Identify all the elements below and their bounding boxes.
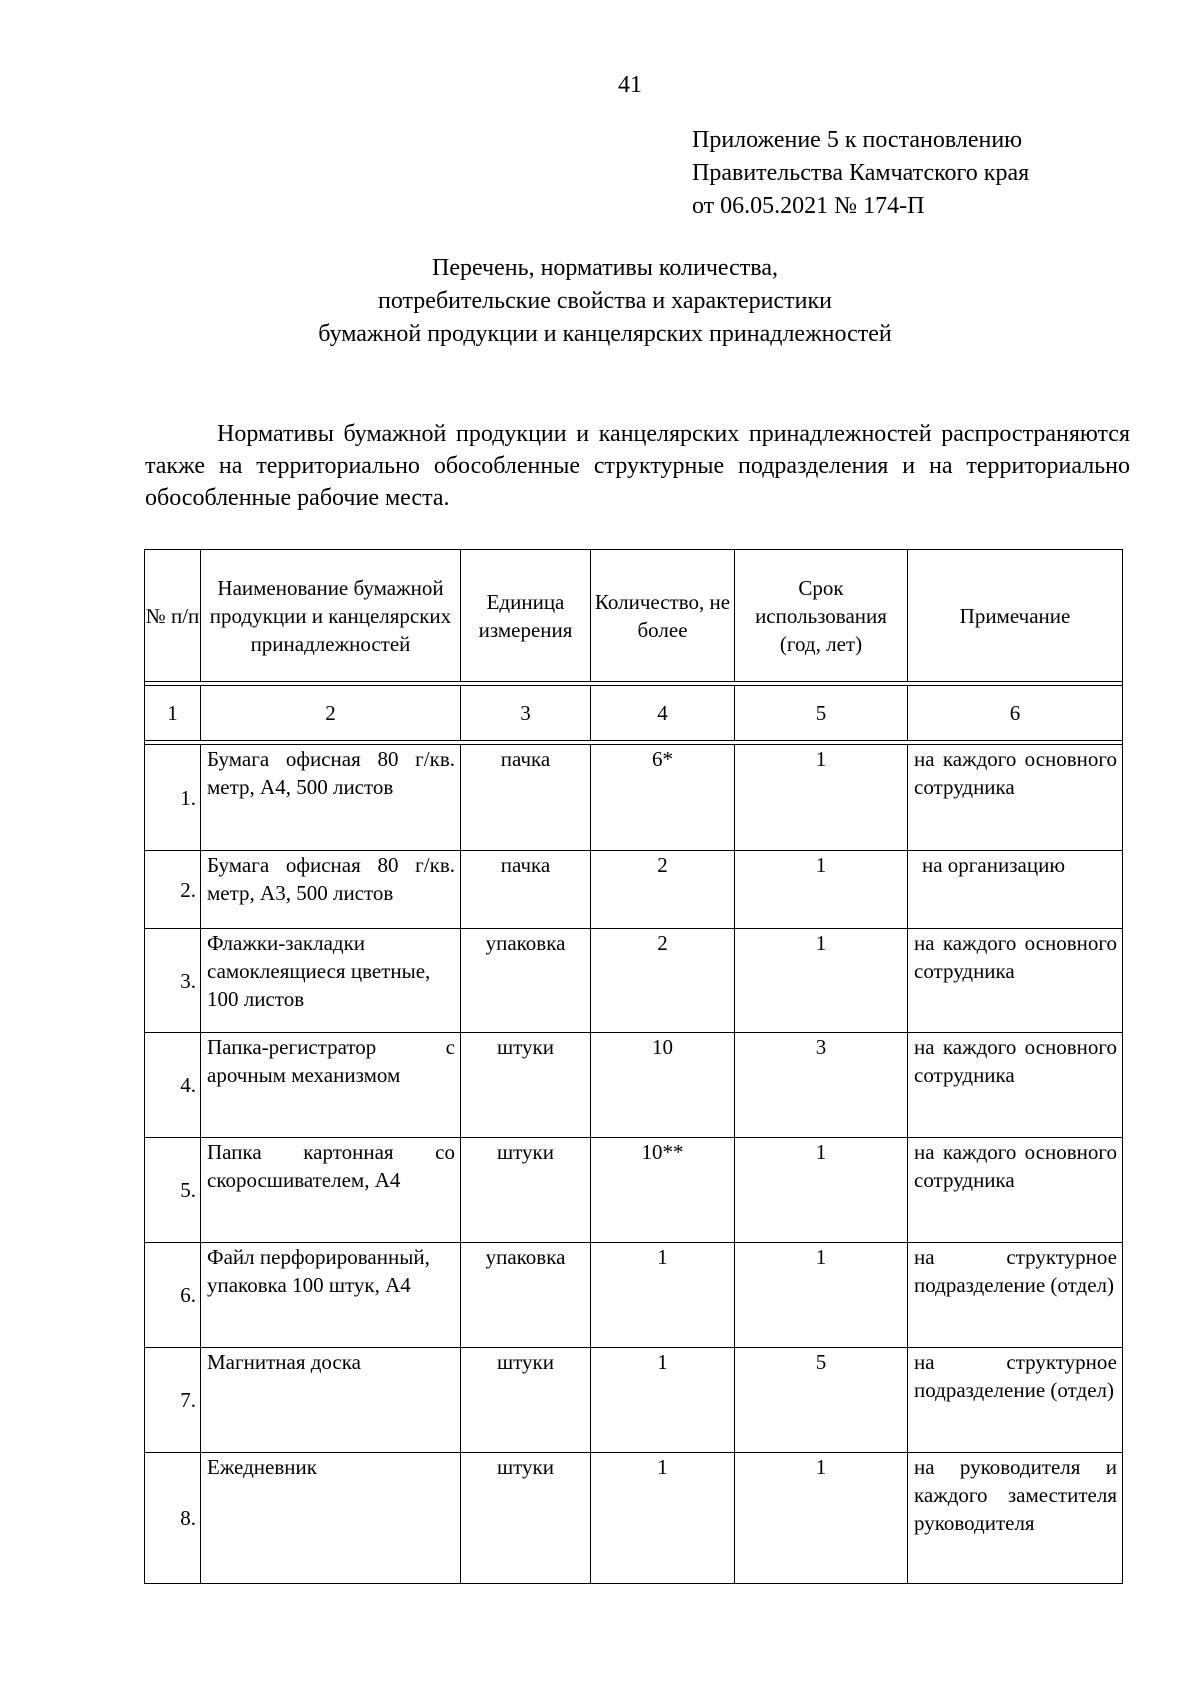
item-quantity: 1 <box>591 1243 735 1348</box>
item-unit: штуки <box>461 1033 591 1138</box>
item-term: 1 <box>735 745 908 851</box>
item-unit: упаковка <box>461 1243 591 1348</box>
item-note: на каждого основного сотрудника <box>908 929 1123 1033</box>
table-row <box>145 745 1123 851</box>
item-name: Магнитная доска <box>201 1348 461 1453</box>
table-header-row <box>145 550 1123 682</box>
item-quantity: 6* <box>591 745 735 851</box>
page-number: 41 <box>618 72 642 98</box>
item-unit: пачка <box>461 851 591 929</box>
item-name: Папка картонная со скоросшивателем, А4 <box>201 1138 461 1243</box>
item-term: 1 <box>735 929 908 1033</box>
item-name: Файл перфорированный, упаковка 100 штук, А4 <box>201 1243 461 1348</box>
row-number: 8. <box>145 1453 201 1584</box>
item-name: Папка-регистратор с арочным механизмом <box>201 1033 461 1138</box>
column-number: 6 <box>908 686 1123 741</box>
item-quantity: 10** <box>591 1138 735 1243</box>
appendix-line-3: от 06.05.2021 № 174-П <box>692 193 925 219</box>
item-note: на структурное подразделение (отдел) <box>908 1348 1123 1453</box>
table-row <box>145 1138 1123 1243</box>
header-unit: Единица измерения <box>461 550 591 682</box>
column-number: 2 <box>201 686 461 741</box>
title-line-3: бумажной продукции и канцелярских принадлежностей <box>318 321 892 347</box>
header-name: Наименование бумажной продукции и канцелярских принадлежностей <box>201 550 461 682</box>
title-line-2: потребительские свойства и характеристики <box>377 288 832 314</box>
item-quantity: 2 <box>591 929 735 1033</box>
row-number: 5. <box>145 1138 201 1243</box>
appendix-reference <box>692 124 1029 223</box>
item-note: на каждого основного сотрудника <box>908 745 1123 851</box>
item-name: Ежедневник <box>201 1453 461 1584</box>
row-number: 3. <box>145 929 201 1033</box>
column-number-row <box>145 686 1123 741</box>
table-row <box>145 1348 1123 1453</box>
title-line-1: Перечень, нормативы количества, <box>432 255 778 281</box>
item-unit: штуки <box>461 1453 591 1584</box>
item-term: 5 <box>735 1348 908 1453</box>
item-note: на организацию <box>908 851 1123 929</box>
column-number: 4 <box>591 686 735 741</box>
item-quantity: 2 <box>591 851 735 929</box>
item-term: 1 <box>735 1453 908 1584</box>
item-term: 1 <box>735 1243 908 1348</box>
item-note: на каждого основного сотрудника <box>908 1033 1123 1138</box>
column-number: 1 <box>145 686 201 741</box>
item-term: 1 <box>735 1138 908 1243</box>
item-name: Флажки-закладки самоклеящиеся цветные, 100 листов <box>201 929 461 1033</box>
norms-table <box>144 549 1123 1584</box>
header-num: № п/п <box>145 550 201 682</box>
table-row <box>145 1243 1123 1348</box>
item-note: на каждого основного сотрудника <box>908 1138 1123 1243</box>
row-number: 4. <box>145 1033 201 1138</box>
table-row <box>145 929 1123 1033</box>
row-number: 7. <box>145 1348 201 1453</box>
item-unit: упаковка <box>461 929 591 1033</box>
intro-paragraph: Нормативы бумажной продукции и канцелярских принадлежностей распространяются также на территориально обособленные структурные подразделения и на территориально обособленные рабочие места. <box>145 421 1130 511</box>
item-quantity: 1 <box>591 1348 735 1453</box>
header-qty: Количество, не более <box>591 550 735 682</box>
item-term: 3 <box>735 1033 908 1138</box>
item-unit: штуки <box>461 1138 591 1243</box>
row-number: 1. <box>145 745 201 851</box>
appendix-line-1: Приложение 5 к постановлению <box>692 127 1023 153</box>
header-note: Примечание <box>908 550 1123 682</box>
item-quantity: 1 <box>591 1453 735 1584</box>
header-term: Срок использования (год, лет) <box>735 550 908 682</box>
appendix-line-2: Правительства Камчатского края <box>692 160 1030 186</box>
row-number: 2. <box>145 851 201 929</box>
item-unit: пачка <box>461 745 591 851</box>
table-row <box>145 1453 1123 1584</box>
item-term: 1 <box>735 851 908 929</box>
document-title <box>145 252 1065 351</box>
item-note: на структурное подразделение (отдел) <box>908 1243 1123 1348</box>
item-unit: штуки <box>461 1348 591 1453</box>
item-name: Бумага офисная 80 г/кв. метр, А3, 500 листов <box>201 851 461 929</box>
table-row <box>145 851 1123 929</box>
item-quantity: 10 <box>591 1033 735 1138</box>
item-name: Бумага офисная 80 г/кв. метр, А4, 500 листов <box>201 745 461 851</box>
column-number: 3 <box>461 686 591 741</box>
row-number: 6. <box>145 1243 201 1348</box>
table-row <box>145 1033 1123 1138</box>
item-note: на руководителя и каждого заместителя руководителя <box>908 1453 1123 1584</box>
column-number: 5 <box>735 686 908 741</box>
